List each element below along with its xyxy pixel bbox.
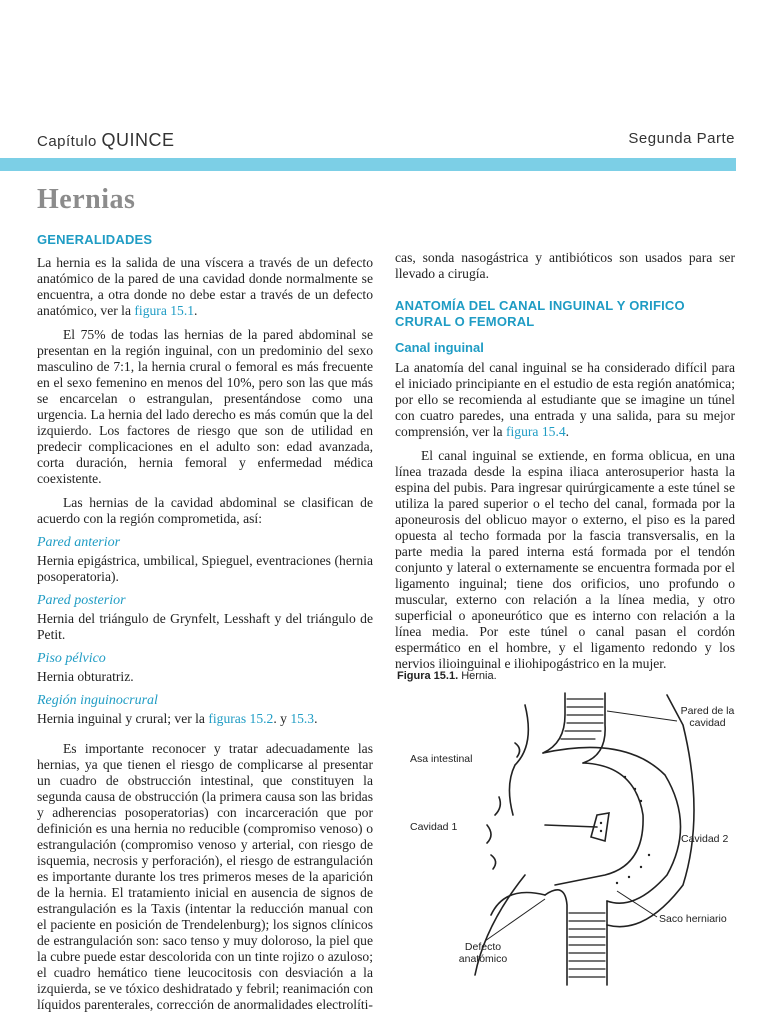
paragraph-canal-intro [395, 360, 735, 440]
wall-upper-left-edge [543, 693, 565, 753]
header-bar [0, 158, 736, 171]
subheading-pared-anterior: Pared anterior [37, 535, 121, 550]
gut-line-3 [487, 825, 491, 843]
paragraph-pared-anterior: Hernia epigástrica, umbilical, Spieguel, eventraciones (hernia posoperatoria). [37, 553, 373, 584]
section-heading-anatomia: ANATOMÍA DEL CANAL INGUINAL Y ORIFICO CRURAL O FEMORAL [395, 298, 685, 329]
paragraph-epidemiology: El 75% de todas las hernias de la pared abdominal se presentan en la región inguinal, con un predominio del sexo masculino de 7:1, la hernia crural o femoral es más frecuente en el sexo femenino en menos del 10%, pero son las que más se encarcelan o estrangulan, presentándose como una urgencia. La hernia del lado derecho es más común que la del izquierdo. Los factores de riesgo que son de utilidad en predecir complicaciones en el adulto son: edad avanzada, corta duración, hernia femoral y enfermedad médica coexistente. [37, 327, 373, 486]
paragraph-canal-anatomy: El canal inguinal se extiende, en forma oblicua, en una línea trazada desde la espina iliaca anterosuperior hasta la espina del pubis. Para ingresar quirúrgicamente a este túnel se utiliza la pared superior o el techo del canal, formada por la aponeurosis del oblicuo mayor o externo, el piso es la pared opuesta al techo formada por la fascia transversalis, en la parte media la pared interna está formada por el tendón conjunto y lateral o externamente se encuentra formada por el ligamento inguinal; tiene dos orificios, uno profundo o muscular, externo con relación a la línea media, y otro superficial o aponeurótico que es interno con relación a la línea media. Por este túnel o canal pasan el cordón espermático en el hombre, y el ligamento redondo y los nervios ilioinguinal e iliohipogástrico en la mujer. [395, 448, 735, 671]
text: . [565, 424, 570, 439]
gut-line-1 [515, 743, 520, 757]
chapter-prefix: Capítulo [37, 133, 97, 150]
label-cavidad-2: Cavidad 2 [681, 833, 729, 845]
leader-defecto [485, 899, 545, 941]
label-defecto-anatomico: Defecto anatómico [458, 941, 508, 965]
figure-link-15-4[interactable]: figura 15.4 [506, 424, 566, 439]
hernia-sac-wall [607, 695, 694, 927]
section-heading-generalidades: GENERALIDADES [37, 232, 153, 247]
wall-hatching-upper [561, 699, 603, 739]
paragraph-pared-posterior: Hernia del triángulo de Grynfelt, Lesshaft y del triángulo de Petit. [37, 611, 373, 642]
label-asa-intestinal: Asa intestinal [410, 753, 473, 765]
text: . y [273, 711, 287, 726]
wall-upper-right-edge [583, 693, 605, 763]
paragraph-definition [37, 255, 373, 319]
figure-caption [397, 670, 497, 682]
part-name: Parte [696, 130, 735, 147]
paragraph-classification: Las hernias de la cavidad abdominal se clasifican de acuerdo con la región comprometida, así: [37, 495, 373, 526]
hernia-figure [395, 685, 740, 1005]
subheading-region-inguinocrural: Región inguinocrural [37, 693, 158, 708]
left-column [37, 232, 373, 1021]
wall-hatching-lower [569, 913, 605, 977]
figure-link-15-3[interactable]: 15.3 [290, 711, 315, 726]
text: . [194, 303, 198, 318]
chapter-header [37, 130, 175, 151]
leader-saco [617, 891, 657, 917]
wall-lower-left-edge [545, 890, 567, 985]
intestinal-loop-inner [555, 763, 643, 885]
figure-number: Figura 15.1. [397, 670, 459, 682]
page-title: Hernias [37, 184, 136, 215]
label-pared-cavidad: Pared de la cavidad [680, 705, 735, 729]
paragraph-piso-pelvico: Hernia obturatriz. [37, 669, 134, 684]
gut-line-4 [491, 855, 496, 869]
intestinal-loop-upper [509, 705, 528, 815]
subheading-piso-pelvico: Piso pélvico [37, 651, 106, 666]
label-cavidad-1: Cavidad 1 [410, 821, 458, 833]
figure-link-15-2[interactable]: figuras 15.2 [208, 711, 274, 726]
subheading-canal-inguinal: Canal inguinal [395, 340, 484, 355]
text: Hernia inguinal y crural; ver la [37, 711, 205, 726]
part-header [628, 130, 735, 147]
text: La hernia es la salida de una víscera a través de un defecto anatómico de la pared de una cavidad donde normalmente se encuentra, a otra donde no debe estar a través de un defecto anatómico, ver la [37, 255, 373, 318]
text: . [314, 711, 318, 726]
paragraph-region-inguinocrural [37, 711, 373, 727]
subheading-pared-posterior: Pared posterior [37, 593, 126, 608]
chapter-name: QUINCE [101, 130, 175, 150]
right-column [395, 250, 735, 680]
hernia-diagram [395, 685, 740, 1005]
figure-caption-text: Hernia. [461, 670, 497, 682]
part-prefix: Segunda [628, 130, 692, 147]
paragraph-continuation: cas, sonda nasogástrica y antibióticos son usados para ser llevado a cirugía. [395, 250, 735, 281]
leader-pared [607, 711, 677, 721]
gut-line-2 [495, 797, 500, 815]
paragraph-complications: Es importante reconocer y tratar adecuadamente las hernias, ya que tienen el riesgo de complicarse al presentar un cuadro de obstrucción intestinal, que constituyen la segunda causa de obstrucción (la primera causa son las bridas y adherencias posoperatorias) con incarceración que por definición es una hernia no reducible (compromiso venoso) o estrangulación (compromiso venoso y arterial, con riesgo de isquemia, necrosis y perforación), el riesgo de estrangulación es importante durante los tres primeros meses de la aparición de la hernia. El tratamiento inicial en ausencia de signos de estrangulación es la Taxis (intentar la reducción manual con el paciente en posición de Trendelenburg); los signos clínicos de estrangulación son: saco tenso y muy doloroso, la piel que la cubre puede estar descolorida con un tinte rojizo o azuloso; el cuadro hemático tiene leucocitosis con desviación a la izquierda, se ve tóxico deshidratado y febril; reanimación con líquidos parenterales, corrección de anormalidades electrolíti- [37, 741, 373, 1012]
label-saco-herniario: Saco herniario [659, 913, 727, 925]
text: La anatomía del canal inguinal se ha considerado difícil para el iniciado principiante en el estudio de esta región anatómica; por ello se recomienda al estudiante que se imagine un túnel con cuatro paredes, una entrada y una salida, para su mejor comprensión, ver la [395, 360, 735, 439]
figure-link-15-1[interactable]: figura 15.1 [134, 303, 195, 318]
